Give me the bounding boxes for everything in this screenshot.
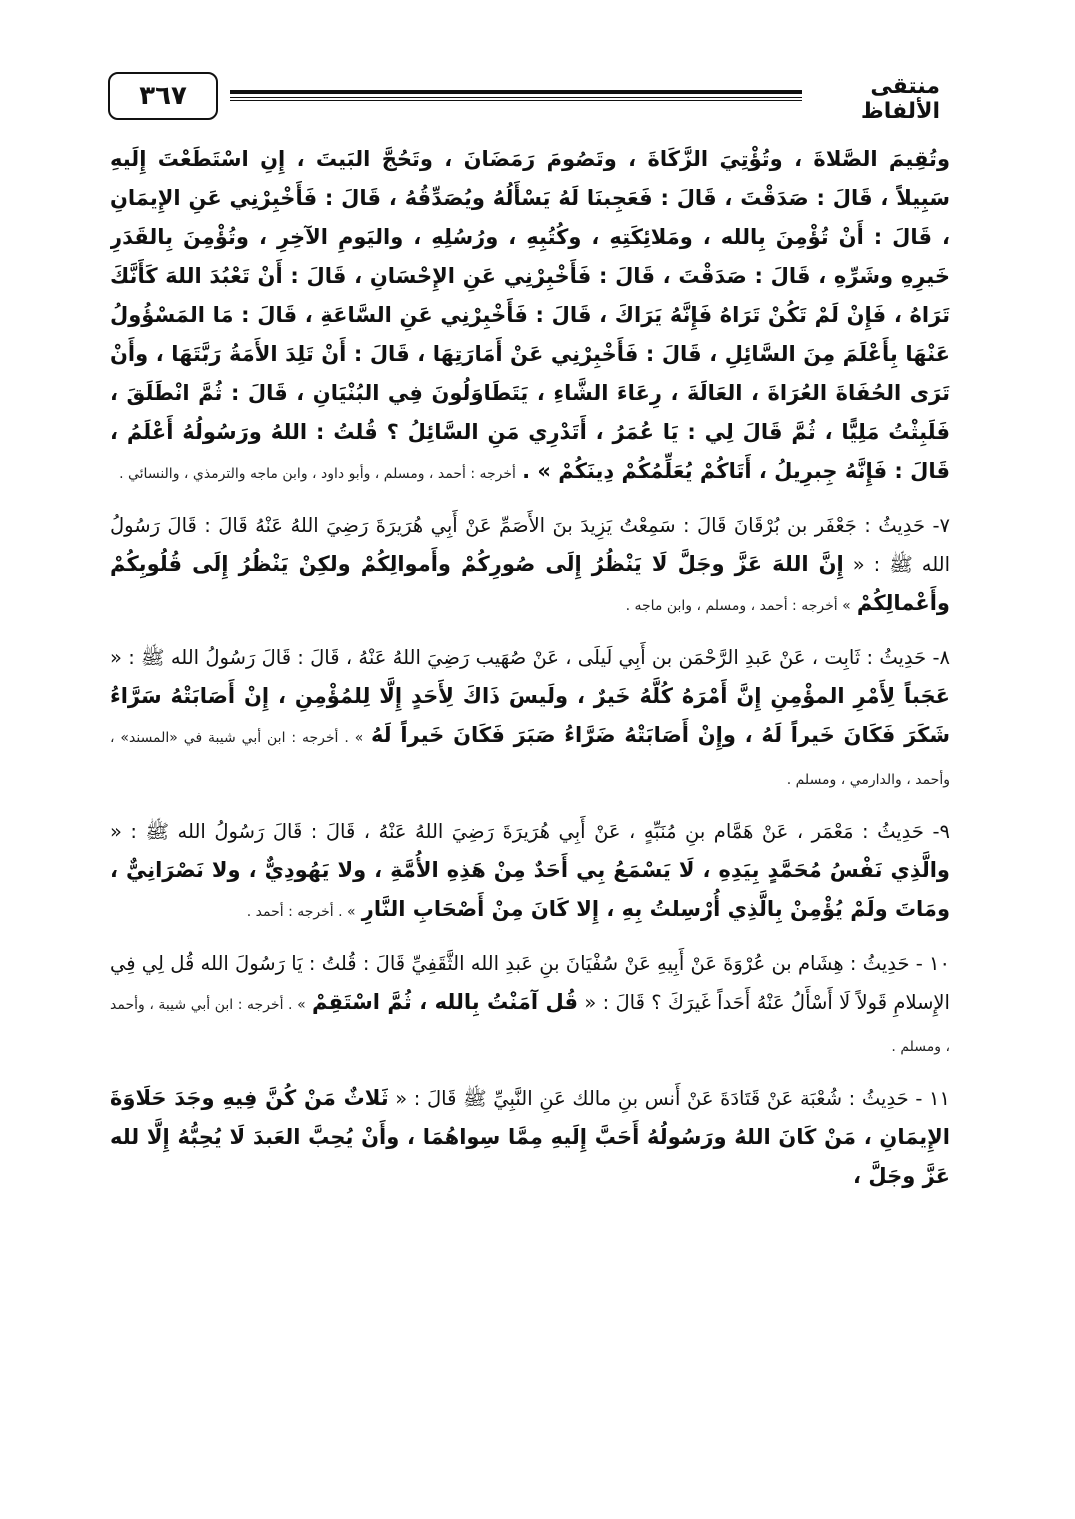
hadith-source: » . أخرجه : أحمد .: [246, 904, 356, 920]
header-rule: [230, 90, 802, 101]
hadith-text: وتُقِيمَ الصَّلاةَ ، وتُؤْتِيَ الزَّكَاةَ ، وتَصُومَ رَمَضَانَ ، وتَحُجَّ البَيتَ ، إِنِ اسْتَطَعْتَ إِلَيهِ سَبِيلاً ، قَالَ : صَدَقْتَ ، قَالَ : فَعَجِبنَا لَهُ يَسْأَلُهُ ويُصَدِّقُهُ ، قَالَ : فَأَخْبِرْنِي عَنِ الإِيمَانِ ، قَالَ : أَنْ تُؤْمِنَ بِالله ، ومَلائِكَتِهِ ، وكُتُبِهِ ، ورُسُلِهِ ، واليَومِ الآخِرِ ، وتُؤْمِنَ بِالقَدَرِ خَيرِهِ وشَرِّهِ ، قَالَ : صَدَقْتَ ، قَالَ : فَأَخْبِرْنِي عَنِ الإِحْسَانِ ، قَالَ : أَنْ تَعْبُدَ اللهَ كَأَنَّكَ تَرَاهُ ، فَإِنْ لَمْ تَكُنْ تَرَاهُ فَإِنَّهُ يَرَاكَ ، قَالَ : فَأَخْبِرْنِي عَنِ السَّاعَةِ ، قَالَ : مَا المَسْؤُولُ عَنْهَا بِأَعْلَمَ مِنَ السَّائِلِ ، قَالَ : فَأَخْبِرْنِي عَنْ أَمَارَتِهَا ، قَالَ : أَنْ تَلِدَ الأَمَةُ رَبَّتَهَا ، وأَنْ تَرَى الحُفَاةَ العُرَاةَ ، العَالَةَ ، رِعَاءَ الشَّاءِ ، يَتَطَاوَلُونَ فِي البُنْيَانِ ، قَالَ : ثُمَّ انْطَلَقَ ، فَلَبِثْتُ مَلِيًّا ، ثُمَّ قَالَ لِي : يَا عُمَرُ ، أَتَدْرِي مَنِ السَّائِلُ ؟ قُلتُ : اللهُ ورَسُولُهُ أَعْلَمُ ، قَالَ : فَإِنَّهُ جِبرِيلُ ، أَتَاكُمْ يُعَلِّمُكُمْ دِينَكُمْ » .: [110, 147, 950, 483]
hadith-source: » أخرجه : أحمد ، ومسلم ، وابن ماجه .: [625, 598, 851, 614]
page-number: ٣٦٧: [139, 81, 187, 111]
hadith-isnad: ٨- حَدِيثُ : ثَابِت ، عَنْ عَبدِ الرَّحْمَن بن أَبِي لَيلَى ، عَنْ صُهَيب رَضِيَ اللهُ عَنْهُ ، قَالَ : قَالَ رَسُولُ الله ﷺ : «: [110, 646, 950, 669]
hadith-source: أخرجه : أحمد ، ومسلم ، وأبو داود ، وابن ماجه والترمذي ، والنسائي .: [119, 466, 516, 482]
running-title: منتقى الألفاظ: [860, 74, 940, 124]
hadith-8: [110, 638, 950, 800]
hadith-11: [110, 1079, 950, 1196]
hadith-isnad: ٩- حَدِيثُ : مَعْمَر ، عَنْ هَمَّام بنِ مُنَبِّهٍ ، عَنْ أَبِي هُرَيرَةَ رَضِيَ اللهُ عَنْهُ ، قَالَ : قَالَ رَسُولُ الله ﷺ : «: [110, 820, 950, 843]
hadith-isnad: ١١ - حَدِيثُ : شُعْبَة عَنْ قَتَادَةَ عَنْ أَنس بنِ مالك عَنِ النَّبِيِّ ﷺ قَالَ : «: [395, 1087, 950, 1110]
hadith-isnad: ١٠ - حَدِيثُ : هِشَام بن عُرْوَةَ عَنْ أَبِيهِ عَنْ سُفْيَانَ بنِ عَبدِ الله الثَّقَفِيِّ قَالَ : قُلتُ : يَا رَسُولَ الله قُل لِي فِي الإِسلامِ قَولاً لَا أَسْأَلُ عَنْهُ أَحَداً غَيرَكَ ؟ قَالَ : «: [110, 952, 950, 1014]
hadith-source: » . أخرجه : ابن أبي شيبة ، وأحمد ، ومسلم .: [110, 997, 950, 1055]
page-content: [110, 140, 950, 1460]
hadith-isnad: ٧- حَدِيثُ : جَعْفَر بن بُرْقَانَ قَالَ : سَمِعْتُ يَزِيدَ بنَ الأَصَمِّ عَنْ أَبِي هُرَيرَةَ رَضِيَ اللهُ عَنْهُ قَالَ : قَالَ رَسُولُ الله ﷺ : «: [110, 514, 950, 576]
hadith-text: عَجَباً لِأَمْرِ المؤْمِنِ إِنَّ أَمْرَهُ كُلَّهُ خَيرٌ ، ولَيسَ ذَاكَ لِأَحَدٍ إِلَّا لِلمُؤْمِنِ ، إِنْ أَصَابَتْهُ سَرَّاءُ شَكَرَ فَكَانَ خَيراً لَهُ ، وإِنْ أَصَابَتْهُ ضَرَّاءُ صَبَرَ فَكَانَ خَيراً لَهُ: [110, 684, 950, 747]
hadith-7: [110, 506, 950, 626]
hadith-source: » . أخرجه : ابن أبي شيبة في «المسند» ، وأحمد ، والدارمي ، ومسلم .: [110, 730, 950, 788]
hadith-text: قُل آمَنْتُ بِالله ، ثُمَّ اسْتَقِمْ: [311, 990, 578, 1014]
hadith-9: [110, 812, 950, 932]
page-header: [108, 68, 940, 124]
hadith-10: [110, 944, 950, 1067]
page-number-box: [108, 72, 218, 120]
hadith-text: ثَلاثٌ مَنْ كُنَّ فِيهِ وجَدَ حَلَاوَةَ الإِيمَانِ ، مَنْ كَانَ اللهُ ورَسُولُهُ أَحَبَّ إِلَيهِ مِمَّا سِواهُمَا ، وأَنْ يُحِبَّ العَبدَ لَا يُحِبُّهُ إِلَّا لله عَزَّ وجَلَّ ،: [110, 1086, 950, 1188]
hadith-text: والَّذِي نَفْسُ مُحَمَّدٍ بِيَدِهِ ، لَا يَسْمَعُ بِي أَحَدٌ مِنْ هَذِهِ الأُمَّةِ ، ولا يَهُودِيٌّ ، ولا نَصْرَانِيٌّ ، ومَاتَ ولَمْ يُؤْمِنْ بِالَّذِي أُرْسِلتُ بِهِ ، إِلا كَانَ مِنْ أَصْحَابِ النَّارِ: [110, 858, 950, 921]
hadith-6-continuation: [110, 140, 950, 494]
hadith-text: إِنَّ اللهَ عَزَّ وجَلَّ لَا يَنْظُرُ إِلَى صُورِكُمْ وأَموالِكُمْ ولكِنْ يَنْظُرُ إِلَى قُلُوبِكُمْ وأَعْمالِكُمْ: [110, 552, 950, 615]
